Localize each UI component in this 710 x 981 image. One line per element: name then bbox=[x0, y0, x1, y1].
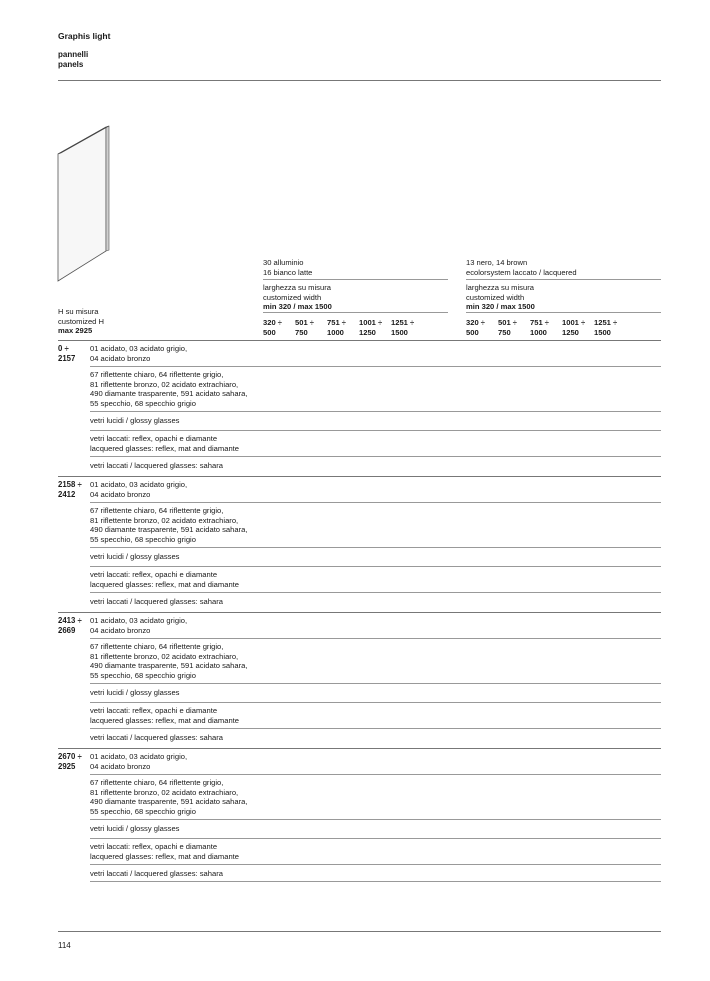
width-label-it: larghezza su misura bbox=[466, 283, 534, 292]
group-divider bbox=[58, 612, 661, 613]
glass-row-laccati: vetri laccati: reflex, opachi e diamante lacquered glasses: reflex, mat and diamante bbox=[90, 570, 240, 589]
glass-row-riflettente: 67 riflettente chiaro, 64 riflettente grigio, 81 riflettente bronzo, 02 acidato extrachiaro, 490 diamante trasparente, 591 acidato sahara, 55 specchio, 68 specchio grigio bbox=[90, 506, 248, 544]
width-range-1-5: 1251 ÷ 1500 bbox=[391, 318, 415, 337]
row-divider bbox=[90, 702, 661, 703]
width-label-it: larghezza su misura bbox=[263, 283, 331, 292]
glass-row-lucidi: vetri lucidi / glossy glasses bbox=[90, 688, 180, 697]
finish-group-2-title bbox=[466, 258, 577, 277]
width-range-2-5: 1251 ÷ 1500 bbox=[594, 318, 618, 337]
height-label bbox=[58, 307, 104, 336]
row-divider bbox=[90, 728, 661, 729]
glass-row-lucidi: vetri lucidi / glossy glasses bbox=[90, 416, 180, 425]
height-range-1: 0 ÷ 2157 bbox=[58, 344, 76, 363]
row-divider bbox=[90, 411, 661, 412]
glass-row-sahara: vetri laccati / lacquered glasses: sahara bbox=[90, 461, 223, 470]
glass-row-lucidi: vetri lucidi / glossy glasses bbox=[90, 552, 180, 561]
row-divider bbox=[90, 430, 661, 431]
group-divider bbox=[58, 748, 661, 749]
finish-group-1-line2: 16 bianco latte bbox=[263, 267, 313, 277]
finish-group-1-title bbox=[263, 258, 312, 277]
glass-row-acidato: 01 acidato, 03 acidato grigio, 04 acidato bronzo bbox=[90, 344, 188, 363]
glass-row-lucidi: vetri lucidi / glossy glasses bbox=[90, 824, 180, 833]
glass-row-sahara: vetri laccati / lacquered glasses: sahara bbox=[90, 597, 223, 606]
finish-group-2-line2: ecolorsystem laccato / lacquered bbox=[466, 267, 577, 277]
width-range-1-4: 1001 ÷ 1250 bbox=[359, 318, 383, 337]
row-divider bbox=[90, 774, 661, 775]
width-range: min 320 / max 1500 bbox=[466, 302, 535, 311]
page-number: 114 bbox=[58, 941, 71, 950]
width-range: min 320 / max 1500 bbox=[263, 302, 332, 311]
width-range-2-2: 501 ÷ 750 bbox=[498, 318, 517, 337]
row-divider bbox=[90, 838, 661, 839]
height-range-3: 2413 ÷ 2669 bbox=[58, 616, 82, 635]
glass-row-laccati: vetri laccati: reflex, opachi e diamante lacquered glasses: reflex, mat and diamante bbox=[90, 842, 240, 861]
finish-group-2-divider bbox=[466, 279, 661, 280]
height-label-en: customized H bbox=[58, 316, 105, 326]
glass-row-riflettente: 67 riflettente chiaro, 64 riflettente grigio, 81 riflettente bronzo, 02 acidato extrachiaro, 490 diamante trasparente, 591 acidato sahara, 55 specchio, 68 specchio grigio bbox=[90, 778, 248, 816]
glass-row-acidato: 01 acidato, 03 acidato grigio, 04 acidato bronzo bbox=[90, 752, 188, 771]
glass-row-sahara: vetri laccati / lacquered glasses: sahara bbox=[90, 869, 223, 878]
row-divider bbox=[90, 566, 661, 567]
document-subtitle bbox=[58, 50, 88, 70]
glass-row-riflettente: 67 riflettente chiaro, 64 riflettente grigio, 81 riflettente bronzo, 02 acidato extrachiaro, 490 diamante trasparente, 591 acidato sahara, 55 specchio, 68 specchio grigio bbox=[90, 370, 248, 408]
glass-row-acidato: 01 acidato, 03 acidato grigio, 04 acidato bronzo bbox=[90, 616, 188, 635]
width-range-1-1: 320 ÷ 500 bbox=[263, 318, 282, 337]
finish-group-1-divider-2 bbox=[263, 312, 448, 313]
finish-group-1-width bbox=[263, 283, 332, 312]
glass-row-riflettente: 67 riflettente chiaro, 64 riflettente grigio, 81 riflettente bronzo, 02 acidato extrachiaro, 490 diamante trasparente, 591 acidato sahara, 55 specchio, 68 specchio grigio bbox=[90, 642, 248, 680]
finish-group-2-line1: 13 nero, 14 brown bbox=[466, 258, 528, 267]
row-divider bbox=[90, 683, 661, 684]
finish-group-1-line1: 30 alluminio bbox=[263, 258, 304, 267]
row-divider bbox=[90, 366, 661, 367]
finish-group-1-divider bbox=[263, 279, 448, 280]
height-range-4: 2670 ÷ 2925 bbox=[58, 752, 82, 771]
width-range-1-2: 501 ÷ 750 bbox=[295, 318, 314, 337]
width-range-2-4: 1001 ÷ 1250 bbox=[562, 318, 586, 337]
subtitle-english: panels bbox=[58, 60, 84, 69]
width-range-1-3: 751 ÷ 1000 bbox=[327, 318, 346, 337]
height-range-2: 2158 ÷ 2412 bbox=[58, 480, 82, 499]
group-divider bbox=[58, 476, 661, 477]
row-divider bbox=[90, 547, 661, 548]
row-divider bbox=[90, 638, 661, 639]
glass-row-sahara: vetri laccati / lacquered glasses: sahara bbox=[90, 733, 223, 742]
finish-group-2-divider-2 bbox=[466, 312, 661, 313]
width-range-2-1: 320 ÷ 500 bbox=[466, 318, 485, 337]
width-range-2-3: 751 ÷ 1000 bbox=[530, 318, 549, 337]
row-divider bbox=[90, 456, 661, 457]
table-top-divider bbox=[58, 340, 661, 341]
header-divider bbox=[58, 80, 661, 81]
panel-illustration bbox=[55, 124, 111, 284]
document-title: Graphis light bbox=[58, 31, 111, 41]
width-label-en: customized width bbox=[263, 292, 322, 302]
glass-row-laccati: vetri laccati: reflex, opachi e diamante lacquered glasses: reflex, mat and diamante bbox=[90, 706, 240, 725]
width-label-en: customized width bbox=[466, 292, 525, 302]
finish-group-2-width bbox=[466, 283, 535, 312]
glass-row-acidato: 01 acidato, 03 acidato grigio, 04 acidato bronzo bbox=[90, 480, 188, 499]
row-divider bbox=[90, 592, 661, 593]
subtitle-italian: pannelli bbox=[58, 50, 89, 59]
glass-row-laccati: vetri laccati: reflex, opachi e diamante lacquered glasses: reflex, mat and diamante bbox=[90, 434, 240, 453]
row-divider bbox=[90, 864, 661, 865]
table-bottom-divider bbox=[90, 881, 661, 882]
height-label-it: H su misura bbox=[58, 307, 99, 316]
row-divider bbox=[90, 502, 661, 503]
height-label-max: max 2925 bbox=[58, 326, 93, 335]
footer-divider bbox=[58, 931, 661, 932]
row-divider bbox=[90, 819, 661, 820]
